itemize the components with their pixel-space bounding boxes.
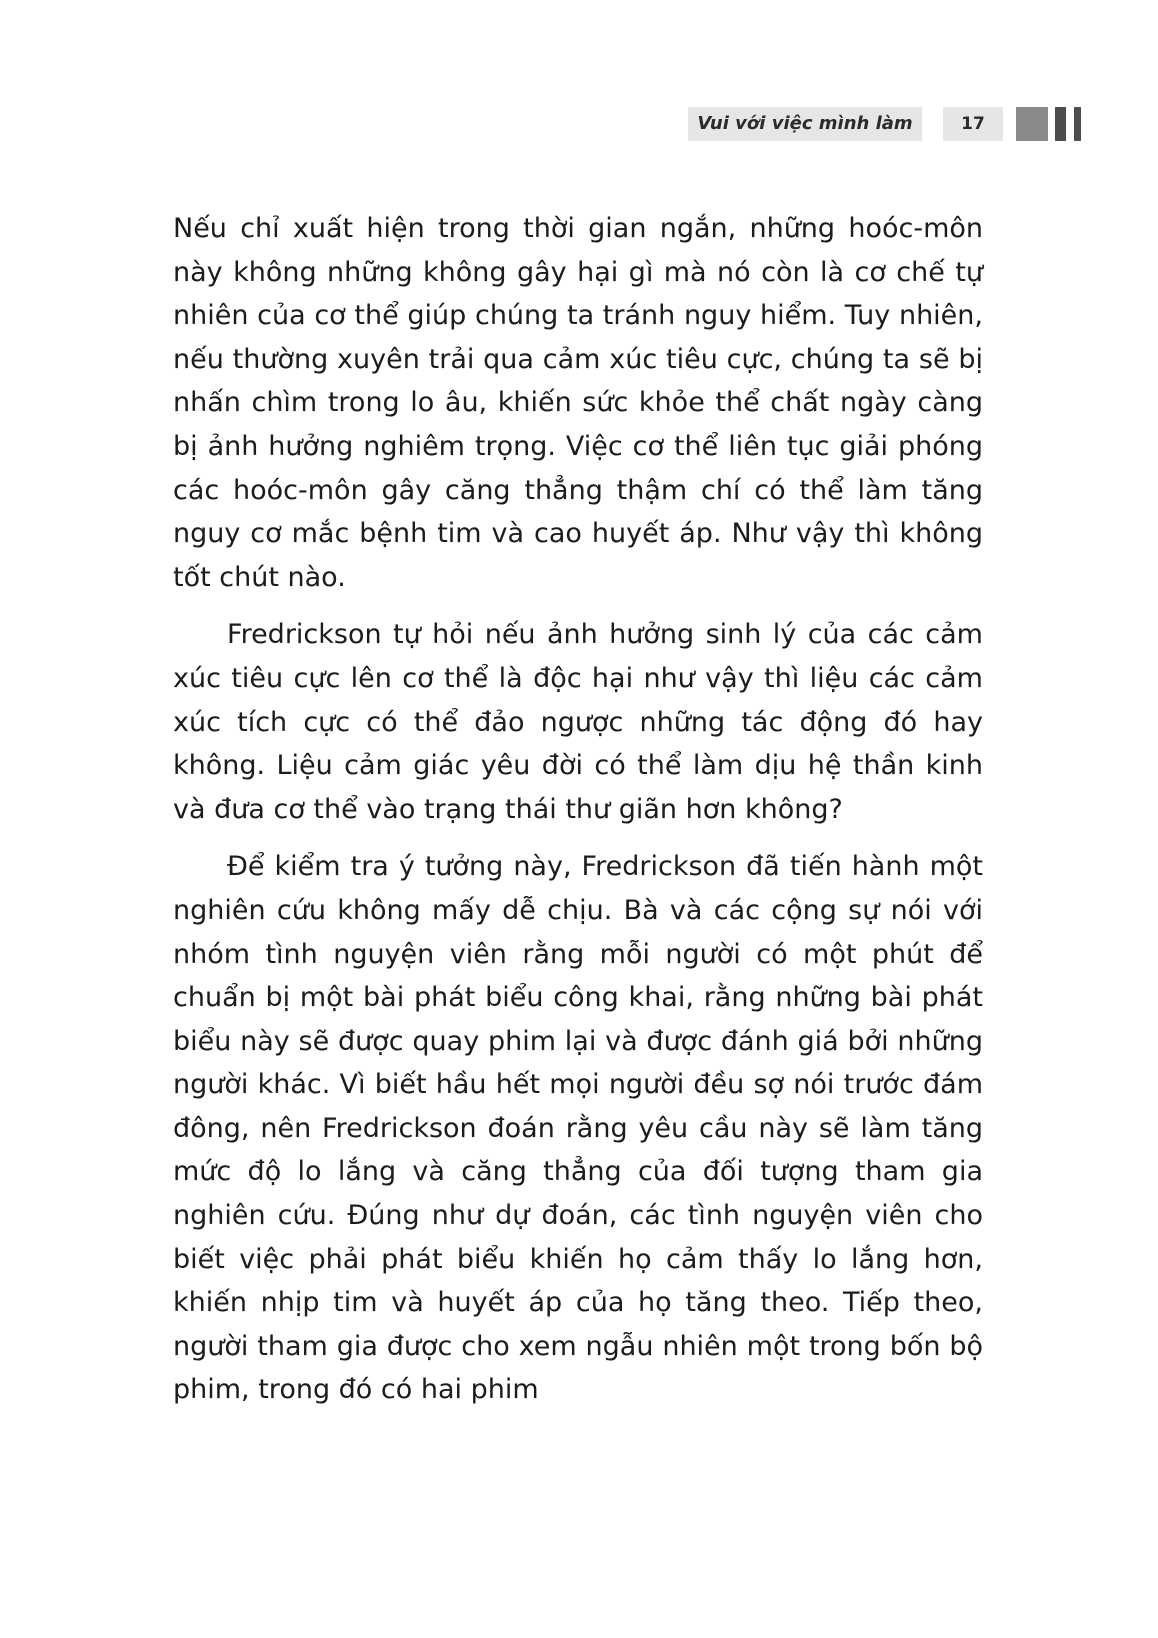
decorative-bar (1016, 107, 1048, 141)
page-number: 17 (943, 107, 1003, 141)
decorative-bar (1055, 107, 1066, 141)
decorative-bar (1074, 107, 1081, 141)
body-text (173, 207, 983, 1426)
paragraph: Fredrickson tự hỏi nếu ảnh hưởng sinh lý của các cảm xúc tiêu cực lên cơ thể là độc hại như vậy thì liệu các cảm xúc tích cực có thể đảo ngược những tác động đó hay không. Liệu cảm giác yêu đời có thể làm dịu hệ thần kinh và đưa cơ thể vào trạng thái thư giãn hơn không? (173, 619, 983, 825)
running-title: Vui với việc mình làm (688, 107, 922, 141)
paragraph: Nếu chỉ xuất hiện trong thời gian ngắn, những hoóc-môn này không những không gây hại gì mà nó còn là cơ chế tự nhiên của cơ thể giúp chúng ta tránh nguy hiểm. Tuy nhiên, nếu thường xuyên trải qua cảm xúc tiêu cực, chúng ta sẽ bị nhấn chìm trong lo âu, khiến sức khỏe thể chất ngày càng bị ảnh hưởng nghiêm trọng. Việc cơ thể liên tục giải phóng các hoóc-môn gây căng thẳng thậm chí có thể làm tăng nguy cơ mắc bệnh tim và cao huyết áp. Như vậy thì không tốt chút nào. (173, 213, 983, 593)
page-header (0, 104, 1158, 144)
paragraph: Để kiểm tra ý tưởng này, Fredrickson đã tiến hành một nghiên cứu không mấy dễ chịu. Bà và các cộng sự nói với nhóm tình nguyện viên rằng mỗi người có một phút để chuẩn bị một bài phát biểu công khai, rằng những bài phát biểu này sẽ được quay phim lại và được đánh giá bởi những người khác. Vì biết hầu hết mọi người đều sợ nói trước đám đông, nên Fredrickson đoán rằng yêu cầu này sẽ làm tăng mức độ lo lắng và căng thẳng của đối tượng tham gia nghiên cứu. Đúng như dự đoán, các tình nguyện viên cho biết việc phải phát biểu khiến họ cảm thấy lo lắng hơn, khiến nhịp tim và huyết áp của họ tăng theo. Tiếp theo, người tham gia được cho xem ngẫu nhiên một trong bốn bộ phim, trong đó có hai phim (173, 851, 983, 1406)
